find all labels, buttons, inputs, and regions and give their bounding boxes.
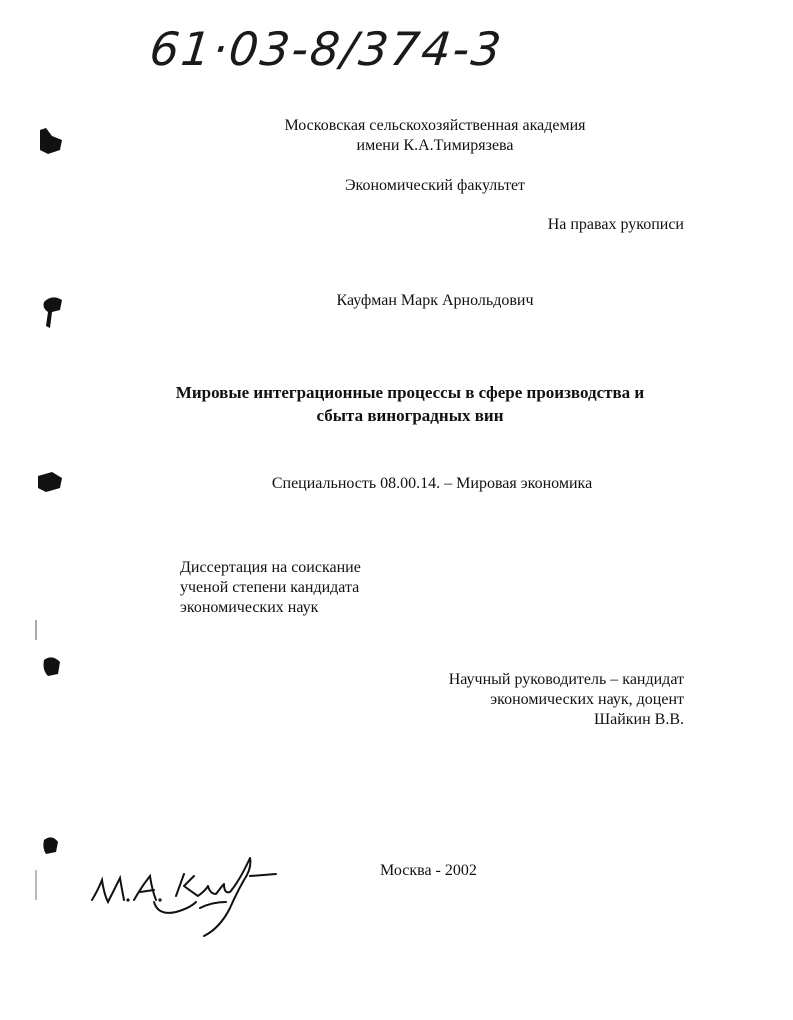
dissertation-line-3: экономических наук <box>180 599 319 616</box>
signature <box>80 850 300 950</box>
dissertation-line-1: Диссертация на соискание <box>180 559 361 576</box>
rights-note: На правах рукописи <box>547 216 684 233</box>
title-line-1: Мировые интеграционные процессы в сфере производства и <box>175 383 645 402</box>
faculty: Экономический факультет <box>344 177 526 194</box>
binding-mark-1 <box>40 128 62 154</box>
title-line-2: сбыта виноградных вин <box>316 406 504 425</box>
dissertation-line-2: ученой степени кандидата <box>180 579 360 596</box>
city-year: Москва - 2002 <box>380 862 477 879</box>
binding-mark-3 <box>38 472 62 492</box>
binding-marks <box>0 0 80 1020</box>
advisor-line-2: экономических наук, доцент <box>490 691 684 708</box>
institution-line-2: имени К.А.Тимирязева <box>356 137 514 154</box>
author-name: Кауфман Марк Арнольдович <box>336 292 534 309</box>
institution-line-1: Московская сельскохозяйственная академия <box>284 117 586 134</box>
advisor-line-1: Научный руководитель – кандидат <box>448 671 684 688</box>
specialty: Специальность 08.00.14. – Мировая экономика <box>271 475 593 492</box>
binding-mark-4 <box>44 657 61 676</box>
advisor-line-3: Шайкин В.В. <box>593 711 684 728</box>
archive-number: 61·03-8/374-3 <box>147 22 506 76</box>
binding-mark-5 <box>43 837 58 854</box>
binding-mark-2 <box>44 297 63 328</box>
